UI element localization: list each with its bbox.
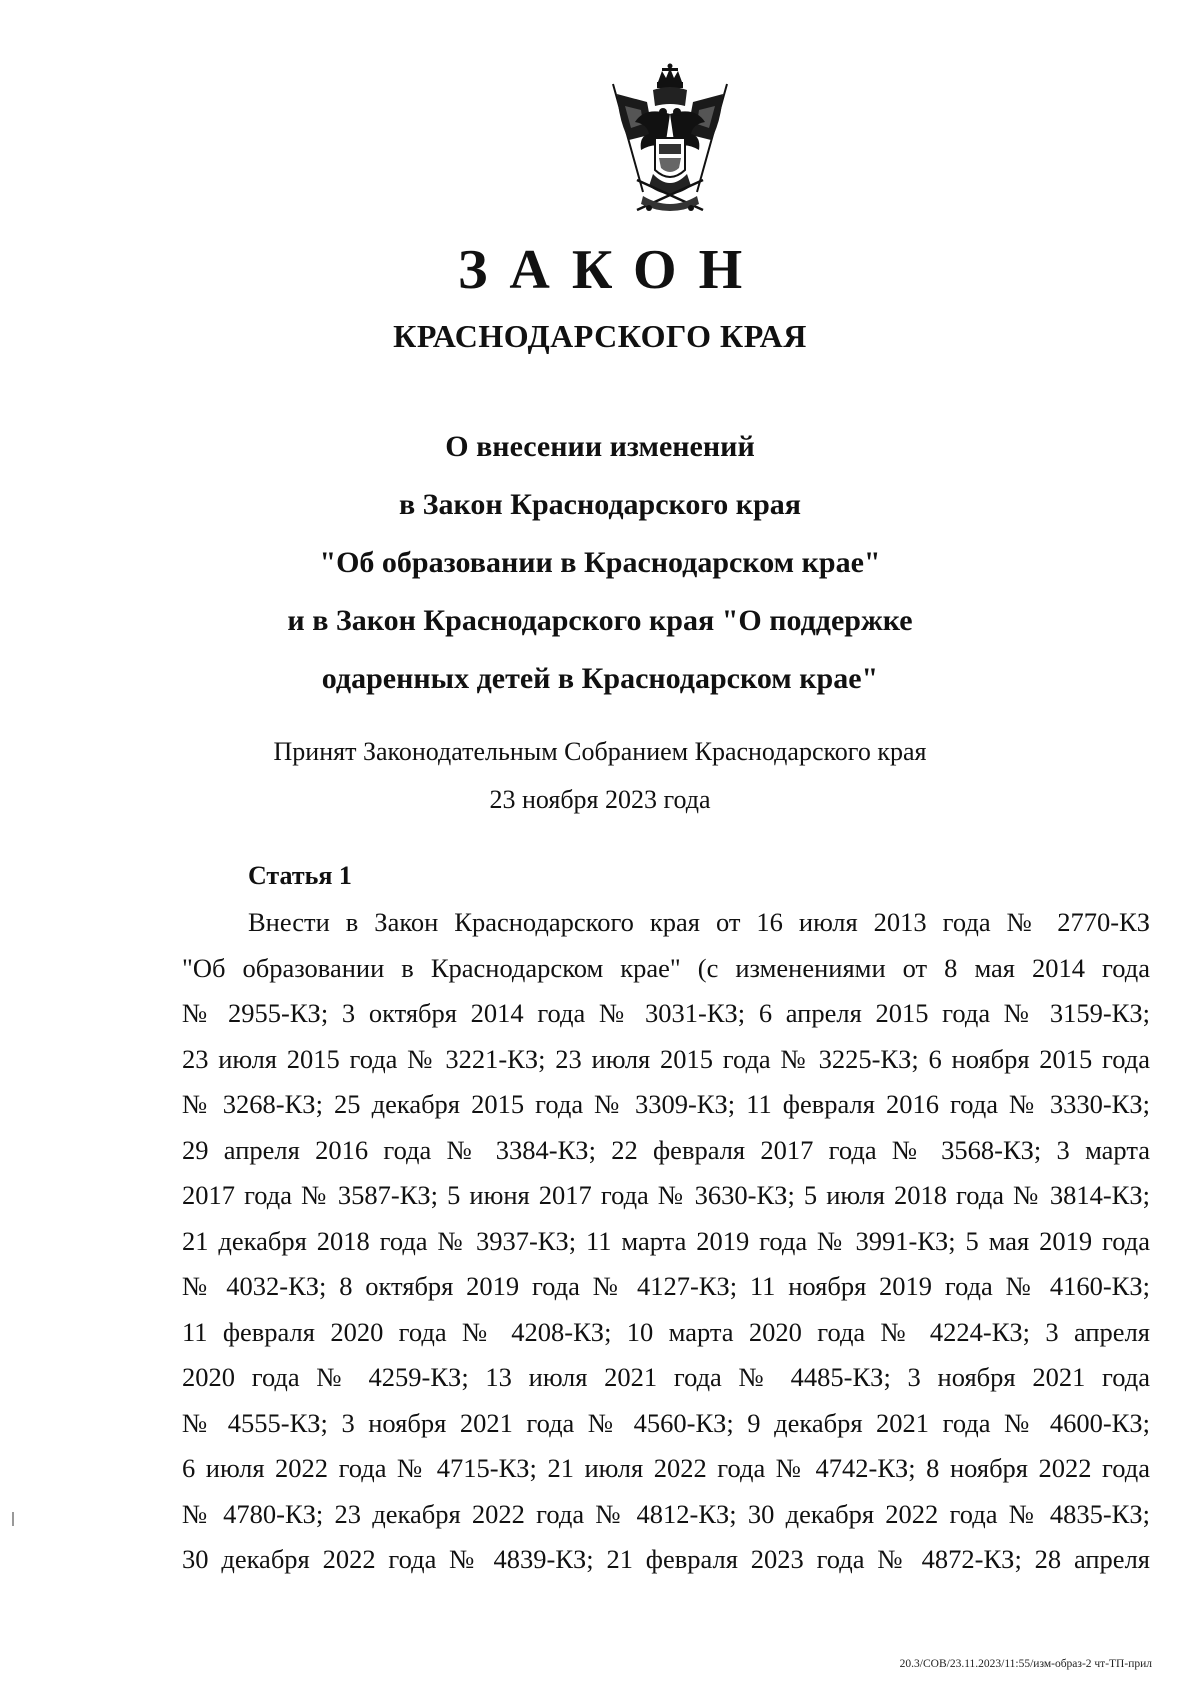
article-line: 30 декабря 2022 года № 4839-КЗ; 21 февраля 2023 года № 4872-КЗ; 28 апреля <box>182 1544 1150 1574</box>
article-line: 2020 года № 4259-КЗ; 13 июля 2021 года № 4485-КЗ; 3 ноября 2021 года <box>182 1362 1150 1392</box>
law-title-line: "Об образовании в Краснодарском крае" <box>319 546 881 579</box>
adoption-date: 23 ноября 2023 года <box>489 785 711 814</box>
article-body <box>182 900 1150 1583</box>
law-title-line: одаренных детей в Краснодарском крае" <box>321 662 879 695</box>
law-title-line: и в Закон Краснодарского края "О поддержке <box>287 604 913 637</box>
adoption-body: Принят Законодательным Собранием Краснодарского края <box>273 737 927 766</box>
article-line: 6 июля 2022 года № 4715-КЗ; 21 июля 2022 года № 4742-КЗ; 8 ноября 2022 года <box>182 1453 1150 1483</box>
adoption-note <box>0 728 1200 824</box>
article-line: № 4780-КЗ; 23 декабря 2022 года № 4812-КЗ; 30 декабря 2022 года № 4835-КЗ; <box>182 1498 1150 1529</box>
region-heading: КРАСНОДАРСКОГО КРАЯ <box>393 318 807 354</box>
article-line: 11 февраля 2020 года № 4208-КЗ; 10 марта 2020 года № 4224-КЗ; 3 апреля <box>182 1316 1150 1347</box>
article-line: № 3268-КЗ; 25 декабря 2015 года № 3309-КЗ; 11 февраля 2016 года № 3330-КЗ; <box>182 1089 1150 1119</box>
law-title-line: О внесении изменений <box>445 430 755 463</box>
article-line: № 4555-КЗ; 3 ноября 2021 года № 4560-КЗ; 9 декабря 2021 года № 4600-КЗ; <box>182 1407 1150 1438</box>
law-title <box>0 418 1200 708</box>
document-registration-code: 20.3/СОВ/23.11.2023/11:55/изм-образ-2 чт-ТП-прил <box>899 1658 1152 1670</box>
article-line: 23 июля 2015 года № 3221-КЗ; 23 июля 2015 года № 3225-КЗ; 6 ноября 2015 года <box>182 1043 1150 1074</box>
article-line: 21 декабря 2018 года № 3937-КЗ; 11 марта 2019 года № 3991-КЗ; 5 мая 2019 года <box>182 1225 1150 1256</box>
law-title-line: в Закон Краснодарского края <box>398 488 802 521</box>
article-line: Внести в Закон Краснодарского края от 16 июля 2013 года № 2770-КЗ <box>248 907 1150 937</box>
scan-margin-mark <box>12 1512 14 1526</box>
article-line: "Об образовании в Краснодарском крае" (с изменениями от 8 мая 2014 года <box>182 952 1150 983</box>
article-line: № 4032-КЗ; 8 октября 2019 года № 4127-КЗ; 11 ноября 2019 года № 4160-КЗ; <box>182 1271 1150 1301</box>
article-line: 2017 года № 3587-КЗ; 5 июня 2017 года № 3630-КЗ; 5 июля 2018 года № 3814-КЗ; <box>182 1180 1150 1210</box>
article-line: 29 апреля 2016 года № 3384-КЗ; 22 февраля 2017 года № 3568-КЗ; 3 марта <box>182 1134 1150 1165</box>
document-type-heading: ЗАКОН <box>457 239 765 301</box>
article-heading: Статья 1 <box>248 861 352 890</box>
article-line: № 2955-КЗ; 3 октября 2014 года № 3031-КЗ; 6 апреля 2015 года № 3159-КЗ; <box>182 998 1150 1028</box>
coat-of-arms-icon <box>595 62 745 217</box>
